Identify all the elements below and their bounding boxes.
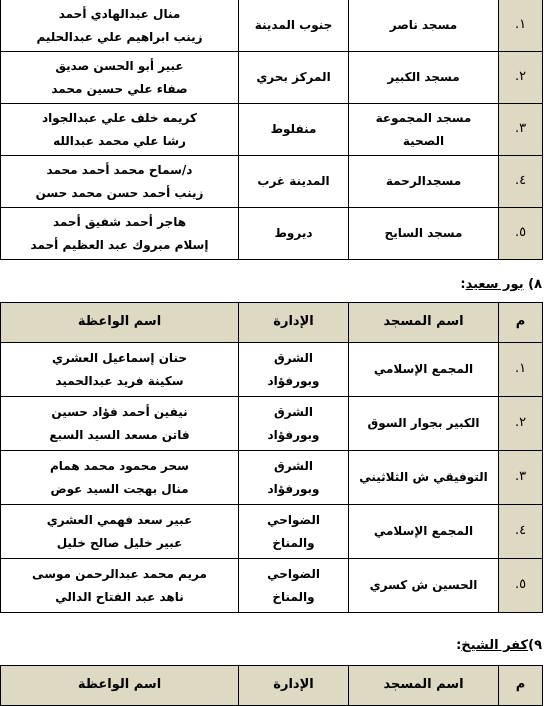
administration — [239, 397, 349, 451]
admin-line: والمناخ — [272, 589, 315, 604]
header-preachers: اسم الواعظة — [1, 666, 239, 706]
admin-line: وبورفؤاد — [267, 373, 320, 388]
mosques-table-kafr-el-sheikh — [0, 665, 543, 706]
preacher-name: رشا علي محمد عبدالله — [53, 133, 186, 148]
mosque-name: مسجد الكبير — [349, 52, 499, 104]
preacher-name: مريم محمد عبدالرحمن موسى — [32, 566, 207, 581]
table-row — [1, 0, 543, 52]
table-row — [1, 52, 543, 104]
preachers-cell — [1, 451, 239, 505]
preacher-name: ناهد عبد الفتاح الدالي — [55, 589, 184, 604]
mosque-name: التوفيقي ش الثلاثيني — [349, 451, 499, 505]
administration — [239, 559, 349, 613]
administration: جنوب المدينة — [239, 0, 349, 52]
preachers-cell — [1, 104, 239, 156]
preachers-cell — [1, 156, 239, 208]
mosque-name: مسجد ناصر — [349, 0, 499, 52]
administration: المدينة غرب — [239, 156, 349, 208]
table-header-row — [1, 666, 543, 706]
admin-line: الشرق — [273, 404, 314, 419]
row-number: ٣. — [499, 104, 543, 156]
preachers-cell — [1, 397, 239, 451]
mosque-name: المجمع الإسلامي — [349, 343, 499, 397]
administration — [239, 505, 349, 559]
preachers-cell — [1, 505, 239, 559]
table-row — [1, 559, 543, 613]
section-colon: : — [456, 638, 462, 653]
preacher-name: سحر محمود محمد همام — [50, 458, 189, 473]
preacher-name: عبير أبو الحسن صديق — [55, 58, 184, 73]
preacher-name: كريمه خلف علي عبدالجواد — [42, 110, 197, 125]
mosque-name: المجمع الإسلامي — [349, 505, 499, 559]
admin-line: وبورفؤاد — [267, 427, 320, 442]
header-admin: الإدارة — [239, 303, 349, 343]
mosques-table-port-said — [0, 302, 543, 613]
preacher-name: سكينة فريد عبدالحميد — [55, 373, 184, 388]
header-admin: الإدارة — [239, 666, 349, 706]
row-number: ٤. — [499, 156, 543, 208]
section-label: كفر الشيخ — [461, 638, 529, 653]
administration — [239, 343, 349, 397]
admin-line: الضواحي — [267, 566, 320, 581]
mosques-table-1 — [0, 0, 543, 260]
preacher-name: إسلام مبروك عبد العظيم أحمد — [30, 237, 209, 252]
row-number: ٥. — [499, 208, 543, 260]
table-row — [1, 451, 543, 505]
header-mosque: اسم المسجد — [349, 666, 499, 706]
table-1-body — [1, 0, 543, 260]
preachers-cell — [1, 208, 239, 260]
row-number: ٤. — [499, 505, 543, 559]
section-label: بور سعيد — [465, 277, 524, 292]
preacher-name: د/سماح محمد أحمد محمد — [46, 162, 193, 177]
row-number: ١. — [499, 343, 543, 397]
administration: منفلوط — [239, 104, 349, 156]
preacher-name: نيفين أحمد فؤاد حسين — [51, 404, 188, 419]
section-heading-kafr-el-sheikh — [456, 638, 542, 653]
admin-line: الضواحي — [267, 512, 320, 527]
preachers-cell — [1, 559, 239, 613]
row-number: ٢. — [499, 52, 543, 104]
admin-line: الشرق — [273, 458, 314, 473]
row-number: ١. — [499, 0, 543, 52]
preacher-name: منال عبدالهادي أحمد — [58, 6, 181, 21]
row-number: ٣. — [499, 451, 543, 505]
preachers-cell — [1, 52, 239, 104]
preachers-cell — [1, 0, 239, 52]
admin-line: وبورفؤاد — [267, 481, 320, 496]
preacher-name: حنان إسماعيل العشري — [52, 350, 187, 365]
table-row — [1, 208, 543, 260]
mosque-name: الحسين ش كسري — [349, 559, 499, 613]
preacher-name: عبير سعد فهمي العشري — [46, 512, 193, 527]
preacher-name: زينب ابراهيم علي عبدالحليم — [36, 29, 203, 44]
header-mosque: اسم المسجد — [349, 303, 499, 343]
mosque-name: مسجد السايح — [349, 208, 499, 260]
admin-line: والمناخ — [272, 535, 315, 550]
table-header-row — [1, 303, 543, 343]
admin-line: الشرق — [273, 350, 314, 365]
administration: ديروط — [239, 208, 349, 260]
header-num: م — [499, 666, 543, 706]
section-number: ٨) — [528, 277, 542, 292]
preacher-name: صفاء علي حسين محمد — [51, 81, 188, 96]
table-row — [1, 156, 543, 208]
table-row — [1, 505, 543, 559]
preacher-name: منال بهجت السيد عوض — [50, 481, 189, 496]
preacher-name: فاتن مسعد السيد السبع — [49, 427, 190, 442]
administration: المركز بحري — [239, 52, 349, 104]
preacher-name: زينب أحمد حسن محمد حسن — [35, 185, 204, 200]
header-num: م — [499, 303, 543, 343]
preacher-name: عبير خليل صالح خليل — [56, 535, 183, 550]
preacher-name: هاجر أحمد شفيق أحمد — [52, 214, 187, 229]
table-row — [1, 343, 543, 397]
table-row — [1, 397, 543, 451]
mosque-name: الكبير بجوار السوق — [349, 397, 499, 451]
row-number: ٢. — [499, 397, 543, 451]
section-number: ٩) — [528, 638, 542, 653]
mosque-name: مسجدالرحمة — [349, 156, 499, 208]
preachers-cell — [1, 343, 239, 397]
table-row — [1, 104, 543, 156]
section-colon: : — [460, 277, 466, 292]
mosque-name: مسجد المجموعة الصحية — [349, 104, 499, 156]
header-preachers: اسم الواعظة — [1, 303, 239, 343]
row-number: ٥. — [499, 559, 543, 613]
administration — [239, 451, 349, 505]
section-heading-port-said — [460, 277, 542, 292]
